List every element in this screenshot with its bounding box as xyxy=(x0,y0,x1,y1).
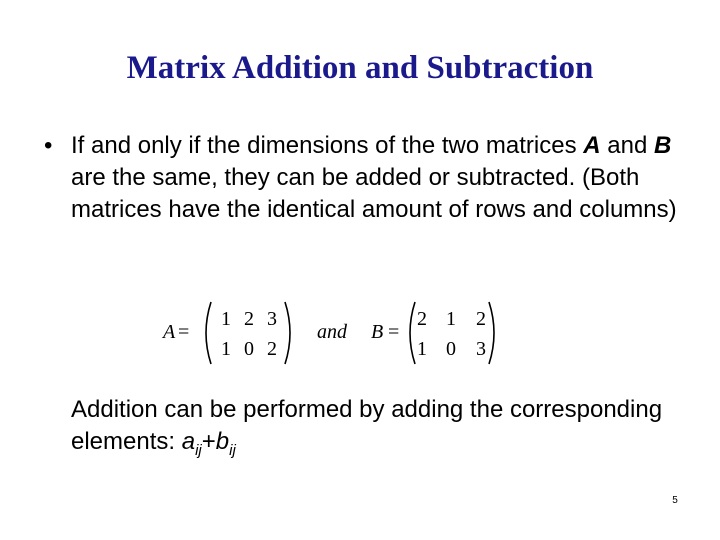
page-number: 5 xyxy=(672,495,678,506)
matrix-a-cell: 2 xyxy=(244,308,254,330)
matrix-equation xyxy=(163,300,523,370)
plus-sign: + xyxy=(201,428,216,455)
matrix-a-label: A xyxy=(163,321,176,343)
element-b-subscript: ij xyxy=(229,442,236,459)
addition-paragraph xyxy=(71,394,671,467)
matrix-b-cell: 2 xyxy=(417,308,427,330)
matrix-b-cell: 2 xyxy=(476,308,486,330)
matrix-b-cell: 0 xyxy=(446,338,456,360)
element-a-subscript: ij xyxy=(195,442,202,459)
conjunction-text: and xyxy=(317,321,347,343)
slide-title: Matrix Addition and Subtraction xyxy=(126,50,594,86)
matrix-a-equals: = xyxy=(178,321,190,343)
matrix-a-cell: 3 xyxy=(267,308,277,330)
right-paren-icon xyxy=(487,300,501,366)
matrix-a-cell: 1 xyxy=(221,338,231,360)
right-paren-icon xyxy=(283,300,297,366)
matrix-b xyxy=(403,300,501,366)
matrix-a-cell: 0 xyxy=(244,338,254,360)
bullet-symbol: • xyxy=(44,132,53,159)
bullet-text-after: are the same, they can be added or subtracted. (Both matrices have the identical amount of rows and columns) xyxy=(71,164,677,223)
bullet-text-middle: and xyxy=(600,132,654,159)
matrix-b-cell: 3 xyxy=(476,338,486,360)
matrix-a xyxy=(199,300,289,366)
left-paren-icon xyxy=(199,300,213,366)
matrix-b-cell: 1 xyxy=(446,308,456,330)
matrix-a-name: A xyxy=(583,132,601,159)
matrix-b-equals: = xyxy=(388,321,400,343)
bullet-text-before: If and only if the dimensions of the two matrices xyxy=(71,132,584,159)
bullet-text xyxy=(71,130,681,226)
matrix-b-cell: 1 xyxy=(417,338,427,360)
matrix-b-label: B xyxy=(371,321,384,343)
matrix-b-name: B xyxy=(653,132,672,159)
element-a-var: a xyxy=(181,428,196,455)
matrix-a-cell: 2 xyxy=(267,338,277,360)
element-b-var: b xyxy=(215,428,230,455)
addition-text: Addition can be performed by adding the corresponding elements: xyxy=(71,396,663,455)
matrix-a-cell: 1 xyxy=(221,308,231,330)
